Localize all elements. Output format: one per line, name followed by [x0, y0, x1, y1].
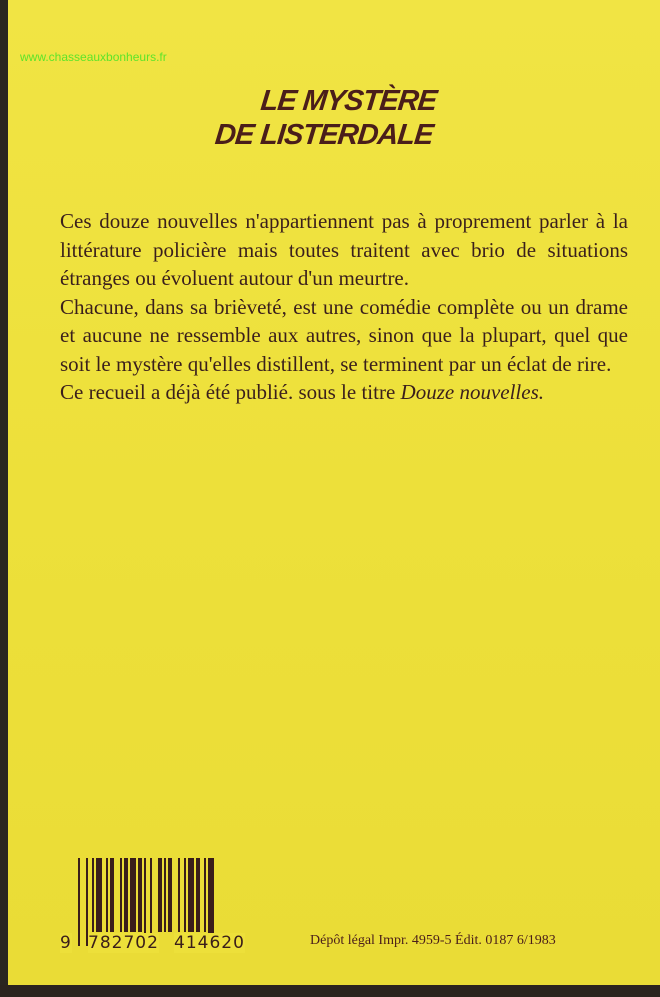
blurb-paragraph-1: Ces douze nouvelles n'appartiennent pas à proprement parler à la littérature policière mais toutes traitent avec brio de situations étranges ou évoluent autour d'un meurtre. — [60, 209, 628, 290]
barcode-bar — [138, 858, 142, 932]
blurb-p3-italic-title: Douze nouvelles. — [400, 380, 545, 404]
watermark-url[interactable]: www.chasseauxbonheurs.fr — [20, 50, 167, 64]
legal-deposit-text: Dépôt légal Impr. 4959-5 Édit. 0187 6/1983 — [310, 933, 556, 948]
barcode-bar — [106, 858, 108, 932]
barcode-digits-group-1: 782702 — [88, 933, 159, 953]
book-title — [213, 84, 438, 152]
barcode-digits-group-2: 414620 — [174, 933, 245, 953]
book-bottom-edge — [0, 985, 660, 997]
barcode-bar — [204, 858, 206, 932]
barcode-bar — [184, 858, 186, 932]
barcode-bar — [78, 858, 80, 946]
title-line-1: LE MYSTÈRE — [258, 85, 438, 117]
barcode-first-digit: 9 — [60, 933, 72, 953]
blurb-p3-text: Ce recueil a déjà été publié. sous le titre — [60, 380, 401, 404]
blurb-paragraph-3 — [60, 378, 628, 407]
blurb-text — [60, 207, 628, 407]
barcode-bar — [158, 858, 162, 932]
barcode-bar — [188, 858, 194, 932]
barcode-bar — [164, 858, 166, 932]
barcode-bar — [168, 858, 172, 932]
barcode-bar — [110, 858, 114, 932]
barcode-bar — [124, 858, 128, 932]
blurb-paragraph-2: Chacune, dans sa brièveté, est une comédie complète ou un drame et aucune ne ressemble aux autres, sinon que la plupart, quel que soit le mystère qu'elles distillent, se terminent par un éclat de rire. — [60, 294, 628, 376]
barcode-bar — [92, 858, 94, 932]
barcode-bar — [178, 858, 180, 932]
barcode-bar — [130, 858, 136, 932]
barcode-bar — [120, 858, 122, 932]
barcode-bar — [196, 858, 200, 932]
book-spine-edge — [0, 0, 8, 997]
barcode-bar — [96, 858, 102, 932]
title-line-2: DE LISTERDALE — [213, 119, 434, 151]
